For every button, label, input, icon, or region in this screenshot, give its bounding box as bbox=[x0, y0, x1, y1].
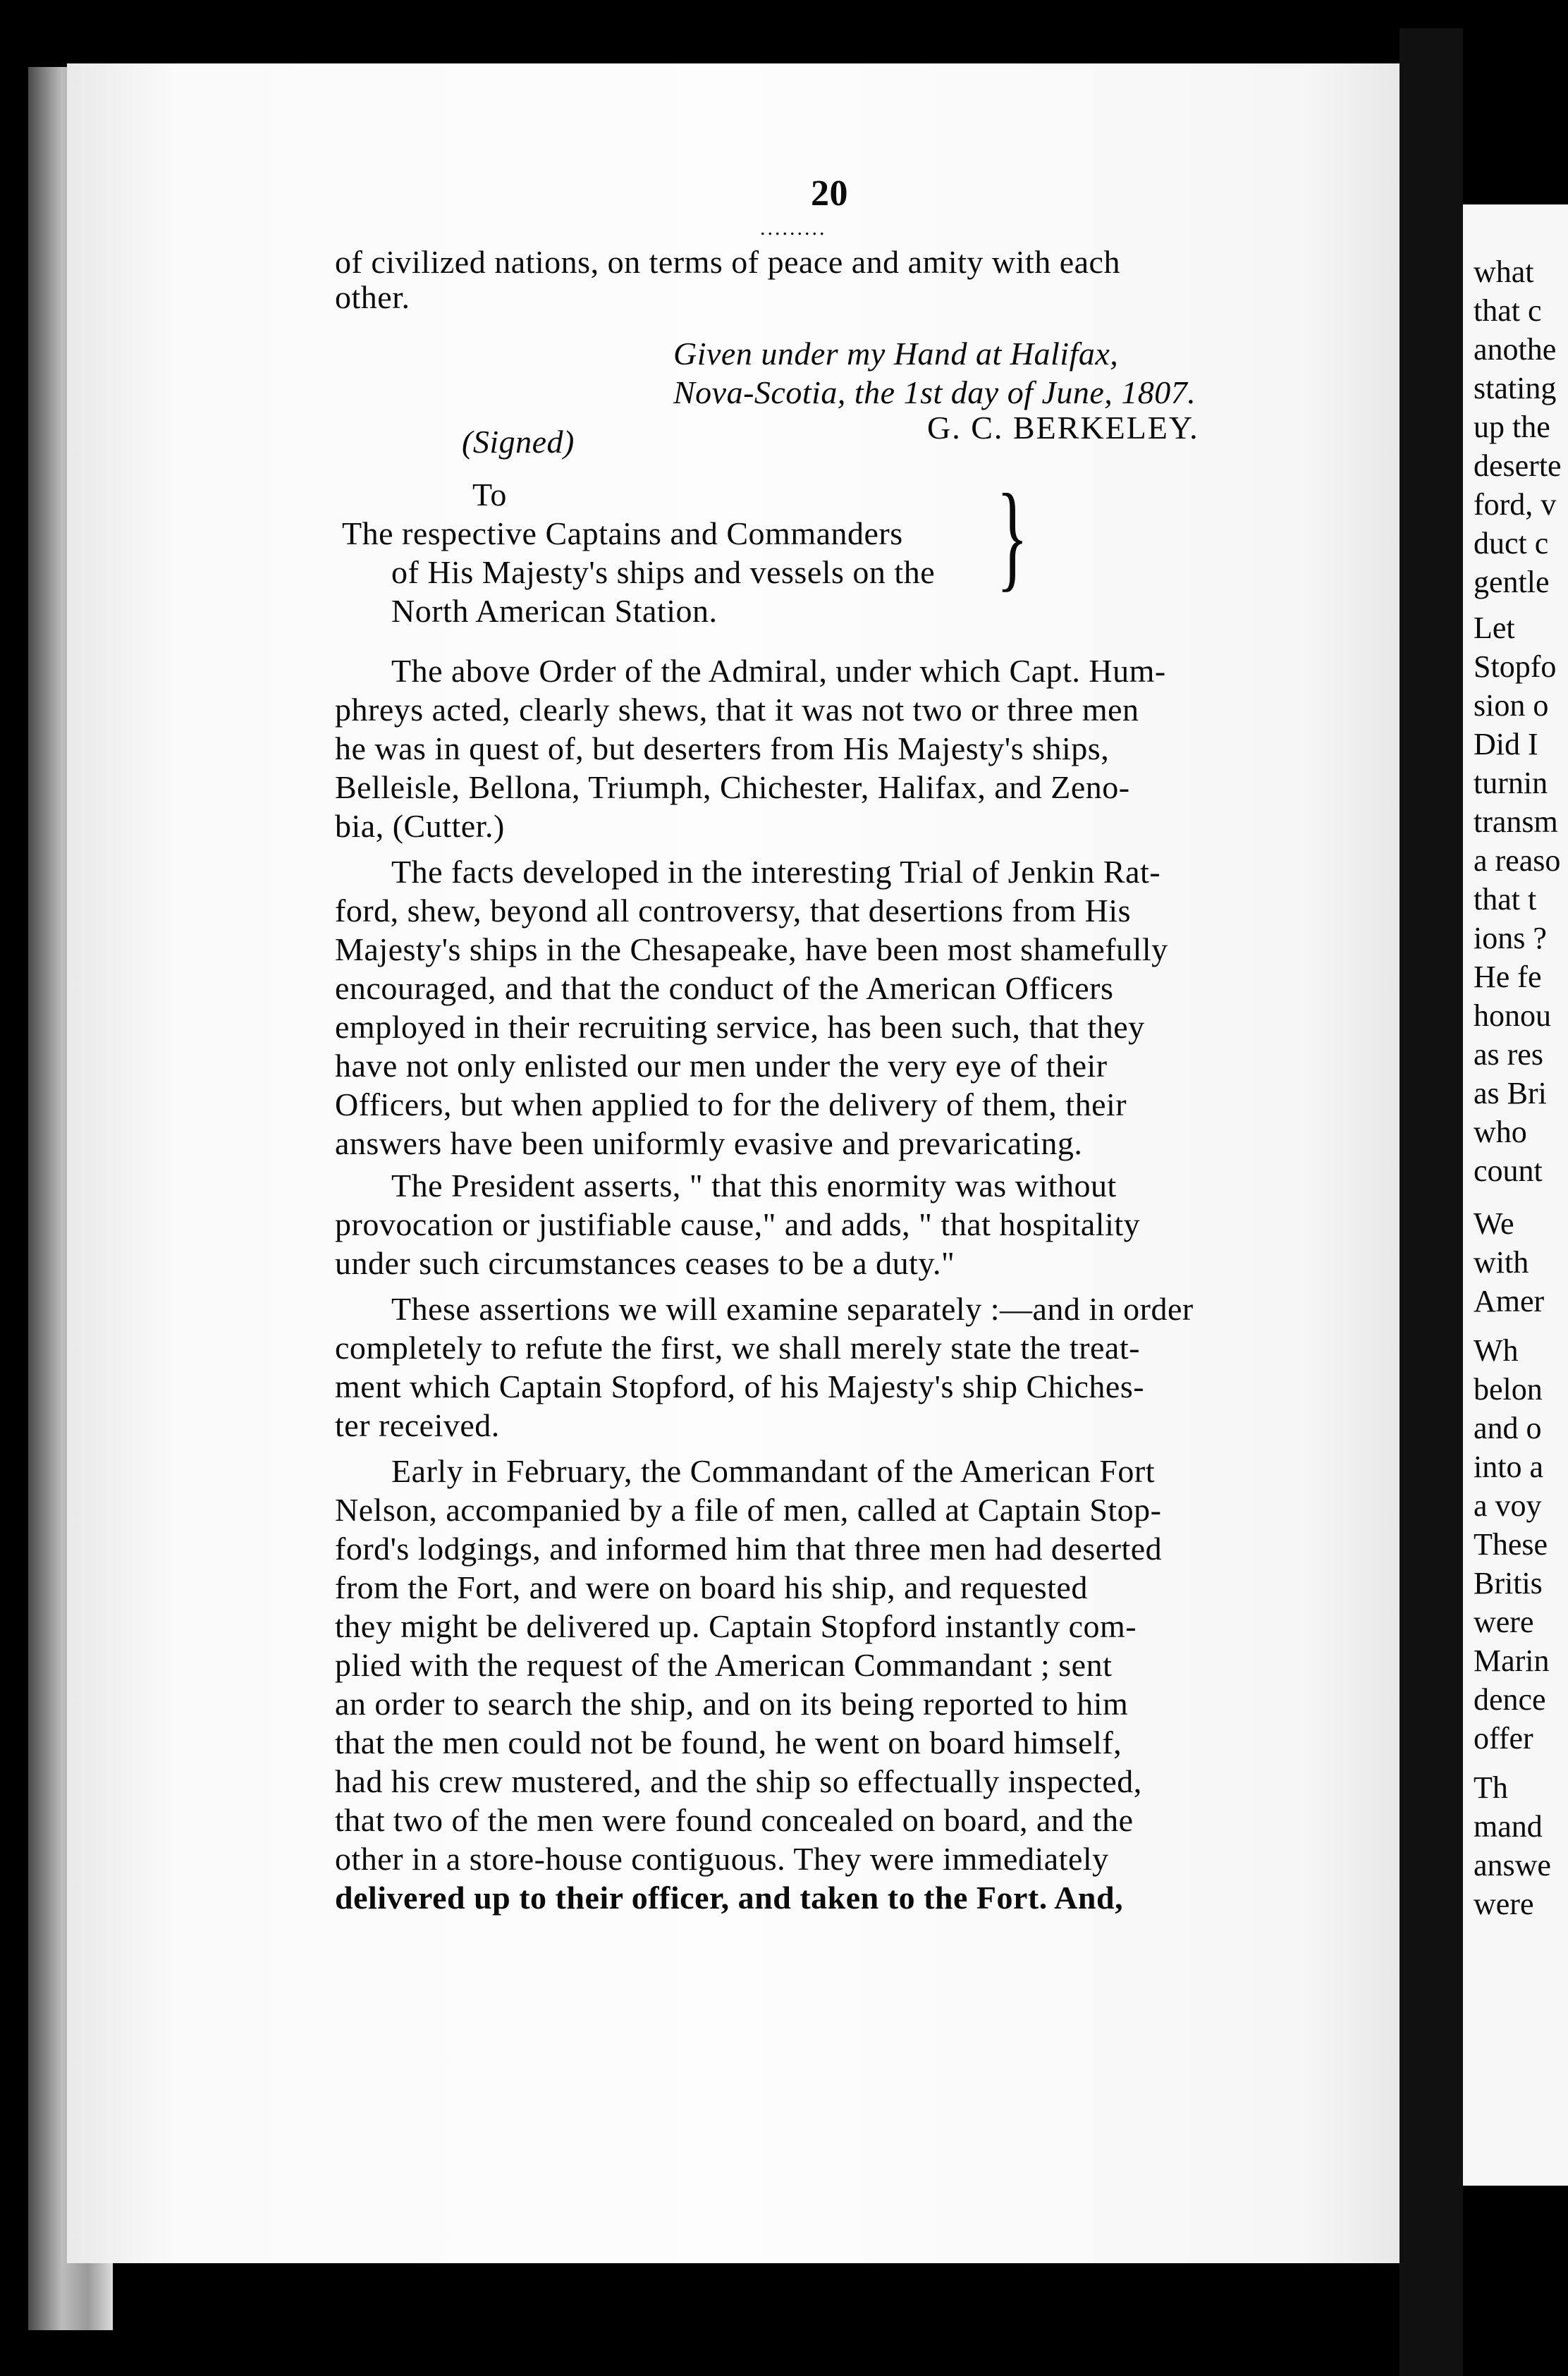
fragment: that c bbox=[1474, 293, 1542, 328]
text-line: ford, shew, beyond all controversy, that desertions from His bbox=[335, 893, 1132, 929]
fragment: honou bbox=[1474, 998, 1551, 1033]
fragment: with bbox=[1474, 1245, 1529, 1280]
text-line: encouraged, and that the conduct of the American Officers bbox=[335, 970, 1114, 1006]
address-line: North American Station. bbox=[391, 593, 718, 629]
fragment: answe bbox=[1474, 1848, 1551, 1882]
text-line: that the men could not be found, he went on board himself, bbox=[335, 1725, 1122, 1760]
fragment: duct c bbox=[1474, 526, 1549, 561]
text-line: plied with the request of the American Commandant ; sent bbox=[335, 1647, 1113, 1683]
book-gutter bbox=[1399, 28, 1463, 2376]
text-line: phreys acted, clearly shews, that it was not two or three men bbox=[335, 692, 1139, 728]
fragment: turnin bbox=[1474, 766, 1548, 800]
fragment: a reaso bbox=[1474, 843, 1561, 878]
fragment: sion o bbox=[1474, 688, 1549, 723]
text-line: had his crew mustered, and the ship so effectually inspected, bbox=[335, 1763, 1142, 1799]
fragment: He fe bbox=[1474, 960, 1542, 994]
fragment: We bbox=[1474, 1206, 1514, 1241]
text-line: they might be delivered up. Captain Stopford instantly com- bbox=[335, 1608, 1137, 1644]
fragment: ford, v bbox=[1474, 487, 1557, 522]
fragment: These bbox=[1474, 1527, 1548, 1562]
text-line: Early in February, the Commandant of the American Fort bbox=[391, 1453, 1156, 1489]
fragment: that t bbox=[1474, 882, 1537, 917]
text-line: have not only enlisted our men under the very eye of their bbox=[335, 1048, 1108, 1084]
text-line: completely to refute the first, we shall merely state the treat- bbox=[335, 1330, 1140, 1366]
text-line: delivered up to their officer, and taken to the Fort. And, bbox=[335, 1880, 1124, 1916]
address-to: To bbox=[472, 477, 507, 513]
fragment: dence bbox=[1474, 1682, 1546, 1717]
text-line: from the Fort, and were on board his ship, and requested bbox=[335, 1569, 1088, 1605]
fragment: a voy bbox=[1474, 1488, 1542, 1523]
fragment: Wh bbox=[1474, 1333, 1519, 1368]
text-line: These assertions we will examine separately :—and in order bbox=[391, 1291, 1194, 1327]
text-line: he was in quest of, but deserters from His Majesty's ships, bbox=[335, 730, 1110, 766]
text-line: under such circumstances ceases to be a duty." bbox=[335, 1245, 955, 1281]
text-line: answers have been uniformly evasive and prevaricating. bbox=[335, 1125, 1083, 1161]
fragment: Marin bbox=[1474, 1643, 1550, 1678]
fragment: up the bbox=[1474, 410, 1550, 444]
ornament-rule: ......... bbox=[760, 216, 827, 240]
text-line: of civilized nations, on terms of peace and amity with each bbox=[335, 244, 1120, 280]
fragment: and o bbox=[1474, 1411, 1542, 1445]
fragment: were bbox=[1474, 1605, 1534, 1639]
text-line: other. bbox=[335, 279, 410, 315]
fragment: anothe bbox=[1474, 332, 1557, 367]
text-line: The President asserts, " that this enormity was without bbox=[391, 1168, 1117, 1204]
text-line: bia, (Cutter.) bbox=[335, 808, 505, 844]
text-line: an order to search the ship, and on its being reported to him bbox=[335, 1686, 1129, 1722]
fragment: as Bri bbox=[1474, 1076, 1547, 1110]
curly-brace: } bbox=[996, 470, 1029, 602]
text-line: provocation or justifiable cause," and adds, " that hospitality bbox=[335, 1206, 1141, 1242]
fragment: count bbox=[1474, 1153, 1543, 1188]
text-line: The facts developed in the interesting Trial of Jenkin Rat- bbox=[391, 854, 1161, 890]
fragment: offer bbox=[1474, 1721, 1533, 1756]
fragment: Th bbox=[1474, 1770, 1508, 1805]
fragment: Did I bbox=[1474, 727, 1538, 761]
text-line: ment which Captain Stopford, of his Majesty's ship Chiches- bbox=[335, 1368, 1145, 1404]
fragment: Let bbox=[1474, 611, 1515, 645]
fragment: who bbox=[1474, 1115, 1527, 1149]
text-line: Officers, but when applied to for the delivery of them, their bbox=[335, 1086, 1127, 1122]
fragment: were bbox=[1474, 1887, 1534, 1921]
fragment: deserte bbox=[1474, 448, 1562, 483]
fragment: gentle bbox=[1474, 565, 1550, 599]
fragment: Britis bbox=[1474, 1566, 1543, 1600]
fragment: Amer bbox=[1474, 1284, 1545, 1318]
dateline: Nova-Scotia, the 1st day of June, 1807. bbox=[673, 374, 1196, 410]
text-line: other in a store-house contiguous. They were immediately bbox=[335, 1841, 1109, 1877]
fragment: into a bbox=[1474, 1450, 1543, 1484]
page-number: 20 bbox=[811, 173, 848, 214]
dateline: Given under my Hand at Halifax, bbox=[673, 336, 1119, 372]
signature: G. C. BERKELEY. bbox=[927, 410, 1199, 446]
fragment: belon bbox=[1474, 1372, 1543, 1407]
fragment: ions ? bbox=[1474, 921, 1547, 955]
text-line: ter received. bbox=[335, 1407, 500, 1443]
fragment: Stopfo bbox=[1474, 649, 1557, 684]
text-line: that two of the men were found concealed on board, and the bbox=[335, 1802, 1134, 1838]
fragment: mand bbox=[1474, 1809, 1543, 1844]
text-line: The above Order of the Admiral, under which Capt. Hum- bbox=[391, 653, 1166, 689]
signed-label: (Signed) bbox=[462, 424, 575, 460]
fragment: as res bbox=[1474, 1037, 1543, 1072]
fragment: stating bbox=[1474, 371, 1557, 405]
text-line: employed in their recruiting service, has been such, that they bbox=[335, 1009, 1145, 1045]
text-line: Majesty's ships in the Chesapeake, have been most shamefully bbox=[335, 931, 1168, 967]
text-line: ford's lodgings, and informed him that three men had deserted bbox=[335, 1531, 1163, 1567]
text-line: Belleisle, Bellona, Triumph, Chichester, Halifax, and Zeno- bbox=[335, 769, 1130, 805]
address-line: of His Majesty's ships and vessels on the bbox=[391, 554, 936, 590]
text-line: Nelson, accompanied by a file of men, called at Captain Stop- bbox=[335, 1492, 1162, 1528]
address-line: The respective Captains and Commanders bbox=[342, 515, 903, 551]
fragment: what bbox=[1474, 255, 1534, 289]
fragment: transm bbox=[1474, 804, 1558, 839]
